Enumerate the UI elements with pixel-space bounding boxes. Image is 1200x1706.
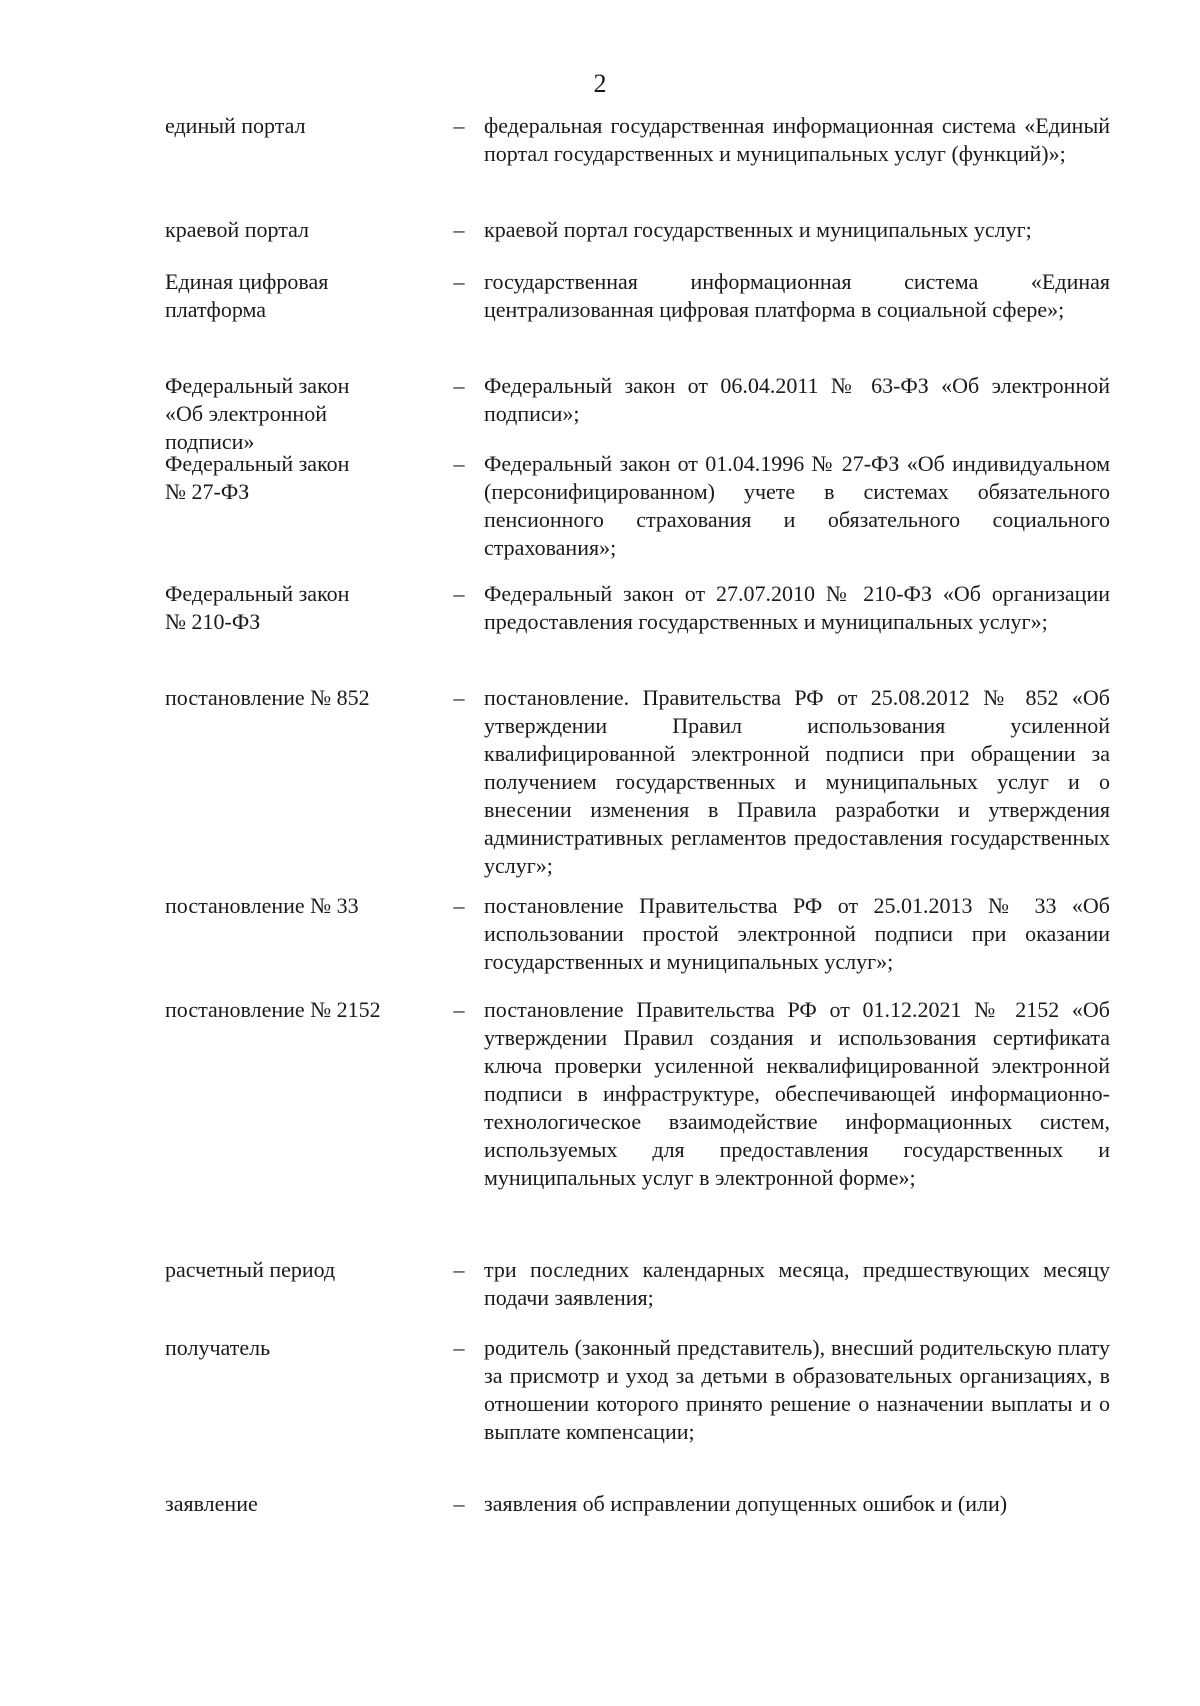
definition: государственная информационная система «Единая централизованная цифровая платформа в социальной сфере»;	[484, 269, 1110, 322]
term-line: № 210-ФЗ	[165, 609, 261, 634]
term	[165, 684, 430, 712]
definition: Федеральный закон от 27.07.2010 № 210-ФЗ «Об организации предоставления государственных и муниципальных услуг»;	[484, 581, 1110, 634]
dash-separator: –	[453, 451, 465, 476]
dash-separator: –	[453, 373, 465, 398]
term-line: краевой портал	[165, 217, 310, 242]
term-line: постановление № 33	[165, 893, 359, 918]
definition: постановление Правительства РФ от 01.12.2021 № 2152 «Об утверждении Правил создания и использования сертификата ключа проверки усиленной неквалифицированной электронной подписи в инфраструктуре, обеспечивающей информационно- технологическое взаимодействие информационных систем, используемых для предоставления государственных и муниципальных услуг в электронной форме»;	[484, 997, 1110, 1190]
term	[165, 580, 430, 636]
term	[165, 892, 430, 920]
term-line: Федеральный закон	[165, 451, 350, 476]
dash-separator: –	[453, 113, 465, 138]
term	[165, 1256, 430, 1284]
term-line: получатель	[165, 1335, 271, 1360]
term-line: постановление № 852	[165, 685, 370, 710]
term	[165, 1334, 430, 1362]
dash-separator: –	[453, 1257, 465, 1282]
term	[165, 216, 430, 244]
term-line: «Об электронной	[165, 401, 327, 426]
term-line: Единая цифровая	[165, 269, 329, 294]
definition: заявления об исправлении допущенных ошибок и (или)	[484, 1491, 1008, 1516]
term	[165, 268, 430, 324]
term-line: платформа	[165, 297, 267, 322]
term	[165, 450, 430, 506]
definition: постановление Правительства РФ от 25.01.2013 № 33 «Об использовании простой электронной подписи при оказании государственных и муниципальных услуг»;	[484, 893, 1110, 974]
term	[165, 112, 430, 140]
definition: родитель (законный представитель), внесший родительскую плату за присмотр и уход за детьми в образовательных организациях, в отношении которого принято решение о назначении выплаты и о выплате компенсации;	[484, 1335, 1110, 1444]
term-line: заявление	[165, 1491, 258, 1516]
term-line: подписи»	[165, 429, 255, 454]
dash-separator: –	[453, 685, 465, 710]
term	[165, 1490, 430, 1518]
definition: Федеральный закон от 06.04.2011 № 63-ФЗ «Об электронной подписи»;	[484, 373, 1110, 426]
definition: постановление. Правительства РФ от 25.08.2012 № 852 «Об утверждении Правил использования усиленной квалифицированной электронной подписи при обращении за получением государственных и муниципальных услуг и о внесении изменения в Правила разработки и утверждения административных регламентов предоставления государственных услуг»;	[484, 685, 1110, 878]
term-line: № 27-ФЗ	[165, 479, 250, 504]
term-line: расчетный период	[165, 1257, 336, 1282]
term-line: Федеральный закон	[165, 373, 350, 398]
dash-separator: –	[453, 893, 465, 918]
definition: федеральная государственная информационная система «Единый портал государственных и муниципальных услуг (функций)»;	[484, 113, 1110, 166]
definition: краевой портал государственных и муниципальных услуг;	[484, 217, 1032, 242]
term	[165, 996, 430, 1024]
page-number: 2	[593, 69, 607, 98]
definition: Федеральный закон от 01.04.1996 № 27-ФЗ «Об индивидуальном (персонифицированном) учете в системах обязательного пенсионного страхования и обязательного социального страхования»;	[484, 451, 1110, 560]
term-line: Федеральный закон	[165, 581, 350, 606]
term-line: постановление № 2152	[165, 997, 381, 1022]
dash-separator: –	[453, 269, 465, 294]
dash-separator: –	[453, 581, 465, 606]
term	[165, 372, 430, 456]
term-line: единый портал	[165, 113, 306, 138]
dash-separator: –	[453, 997, 465, 1022]
dash-separator: –	[453, 1335, 465, 1360]
definition: три последних календарных месяца, предшествующих месяцу подачи заявления;	[484, 1257, 1110, 1310]
dash-separator: –	[453, 1491, 465, 1516]
dash-separator: –	[453, 217, 465, 242]
